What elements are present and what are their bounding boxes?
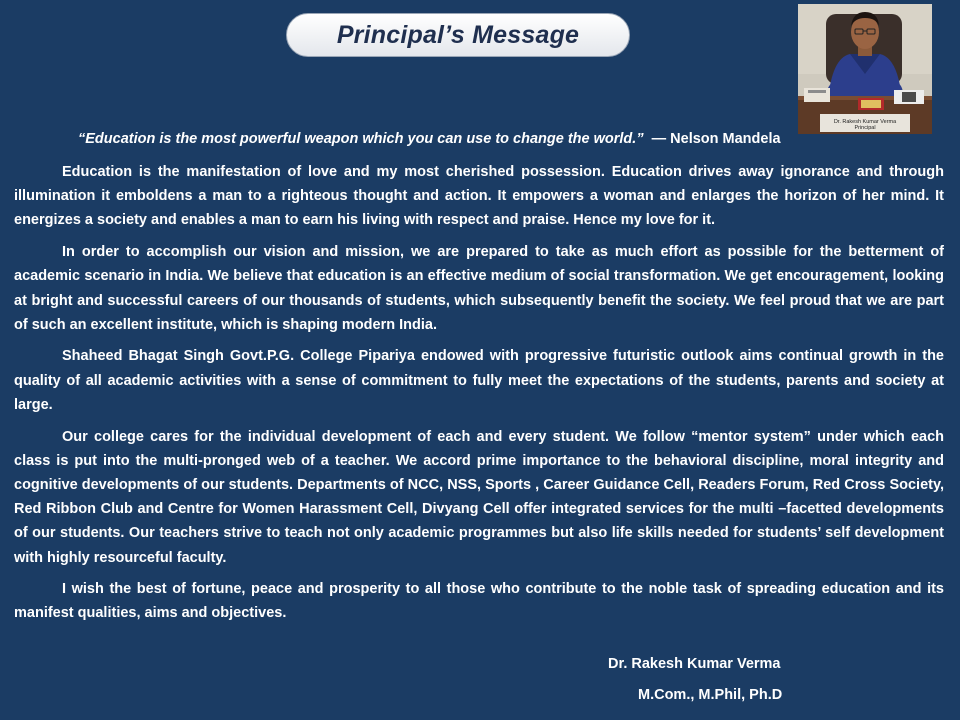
message-paragraph: Education is the manifestation of love and my most cherished possession. Education drives away ignorance and through illumination it emboldens a man to a righteous thought and action. It empowers a woman and enlarges the horizon of her mind. It energizes a society and enables a man to earn his living with respect and praise. Hence my love for it. <box>14 164 944 229</box>
principal-photo <box>798 4 932 134</box>
quote-attribution: — Nelson Mandela <box>651 131 781 147</box>
photo-caption-name: Dr. Rakesh Kumar Verma <box>833 119 897 125</box>
page-title: Principal’s Message <box>336 20 580 49</box>
message-paragraph: Our college cares for the individual development of each and every student. We follow “mentor system” under which each class is put into the multi-pronged web of a teacher. We accord prime importance to the behavioral discipline, moral integrity and cognitive developments of our students. Departments of NCC, NSS, Sports , Career Guidance Cell, Readers Forum, Red Cross Society, Red Ribbon Club and Centre for Women Harassment Cell, Divyang Cell offer integrated services for the multi –facetted developments of our students. Our teachers strive to teach not only academic programmes but also life skills needed for students’ self development with highly resourceful faculty. <box>14 428 944 566</box>
message-paragraph: I wish the best of fortune, peace and prosperity to all those who contribute to the noble task of spreading education and its manifest qualities, aims and objectives. <box>14 581 944 622</box>
message-body <box>14 160 944 633</box>
quote-text: “Education is the most powerful weapon which you can use to change the world.” <box>78 131 644 147</box>
message-paragraph: In order to accomplish our vision and mission, we are prepared to take as much effort as possible for the betterment of academic scenario in India. We believe that education is an effective medium of social transformation. We get encouragement, looking at bright and successful careers of our thousands of students, which subsequently benefit the society. We feel proud that we are part of such an excellent institute, which is shaping modern India. <box>14 244 944 333</box>
signature-name: Dr. Rakesh Kumar Verma <box>608 656 781 672</box>
photo-caption <box>798 119 932 131</box>
title-banner <box>286 13 630 57</box>
photo-caption-role: Principal <box>854 125 876 131</box>
quote <box>78 131 938 147</box>
message-paragraph: Shaheed Bhagat Singh Govt.P.G. College Pipariya endowed with progressive futuristic outlook aims continual growth in the quality of all academic activities with a sense of commitment to fully meet the expectations of the students, parents and society at large. <box>14 348 944 413</box>
principal-photo-illustration <box>798 4 932 134</box>
signature-qualifications: M.Com., M.Phil, Ph.D <box>638 687 783 703</box>
